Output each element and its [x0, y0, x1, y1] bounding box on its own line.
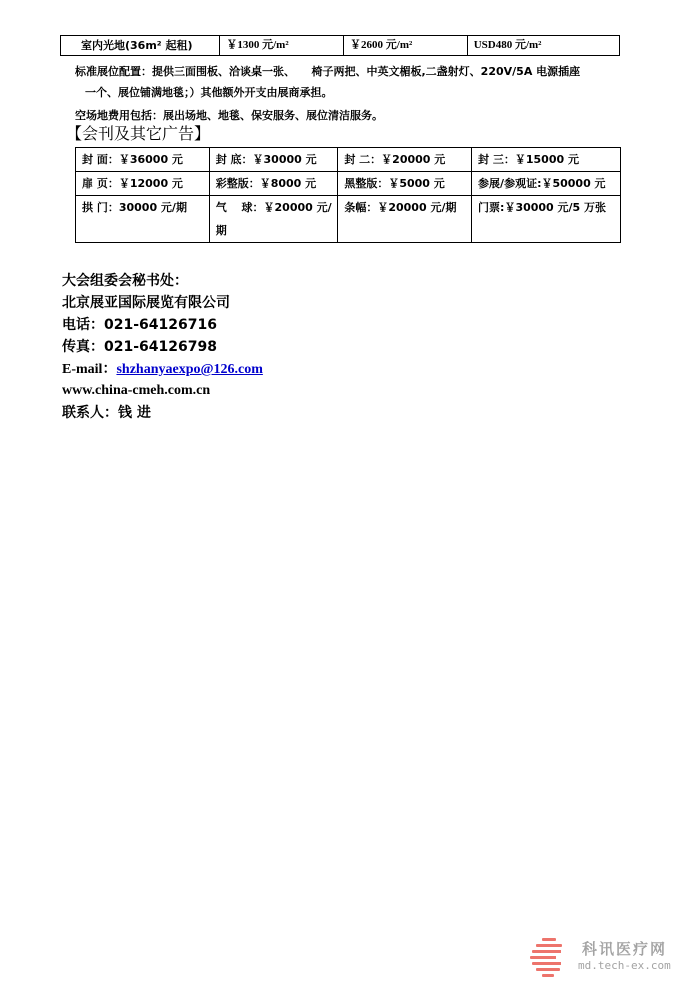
ad-cell: 门票:￥30000 元/5 万张 [472, 196, 621, 243]
price-domestic: ￥1300 元/m² [220, 36, 344, 56]
ad-cell: 拱 门：30000 元/期 [76, 196, 210, 243]
standard-booth-note-line2: 一个、展位铺满地毯；）其他额外开支由展商承担。 [85, 86, 333, 99]
price-foreign: USD480 元/m² [467, 36, 619, 56]
watermark-url: md.tech-ex.com [578, 959, 671, 972]
ad-cell: 条幅：￥20000 元/期 [338, 196, 472, 243]
watermark-logo-icon [528, 936, 576, 978]
contact-person: 联系人：钱 进 [62, 405, 151, 421]
fax: 传真：021-64126798 [62, 339, 217, 355]
ad-cell: 气 球：￥20000 元/ 期 [209, 196, 338, 243]
price-table [60, 35, 620, 56]
ad-cell: 参展/参观证:￥50000 元 [472, 172, 621, 196]
email-line [62, 358, 263, 381]
ad-cell: 彩整版：￥8000 元 [209, 172, 338, 196]
company-name: 北京展亚国际展览有限公司 [62, 295, 230, 311]
website[interactable]: www.china-cmeh.com.cn [62, 383, 211, 398]
organizer-office: 大会组委会秘书处： [62, 273, 188, 289]
email-label: E-mail： [62, 362, 117, 377]
ad-cell: 封 三：￥15000 元 [472, 148, 621, 172]
space-fee-note: 空场地费用包括：展出场地、地毯、保安服务、展位清洁服务。 [75, 109, 383, 122]
ad-cell: 封 面：￥36000 元 [76, 148, 210, 172]
table-row [76, 196, 621, 243]
table-row [76, 172, 621, 196]
watermark-name: 科讯医疗网 [582, 940, 668, 958]
price-joint: ￥2600 元/m² [344, 36, 468, 56]
price-row-label: 室内光地(36m² 起租) [61, 36, 220, 56]
ad-cell: 封 二：￥20000 元 [338, 148, 472, 172]
ad-section-heading: 【会刊及其它广告】 [66, 124, 211, 143]
email-link[interactable]: shzhanyaexpo@126.com [116, 362, 263, 377]
phone: 电话：021-64126716 [62, 317, 217, 333]
table-row [61, 36, 620, 56]
table-row [76, 148, 621, 172]
ad-cell: 扉 页：￥12000 元 [76, 172, 210, 196]
ad-cell: 封 底：￥30000 元 [209, 148, 338, 172]
standard-booth-note-line1: 标准展位配置：提供三面围板、洽谈桌一张、 椅子两把、中英文楣板,二盏射灯、220V/5A 电源插座 [75, 65, 581, 78]
ad-cell: 黑整版：￥5000 元 [338, 172, 472, 196]
ad-table [75, 147, 621, 243]
